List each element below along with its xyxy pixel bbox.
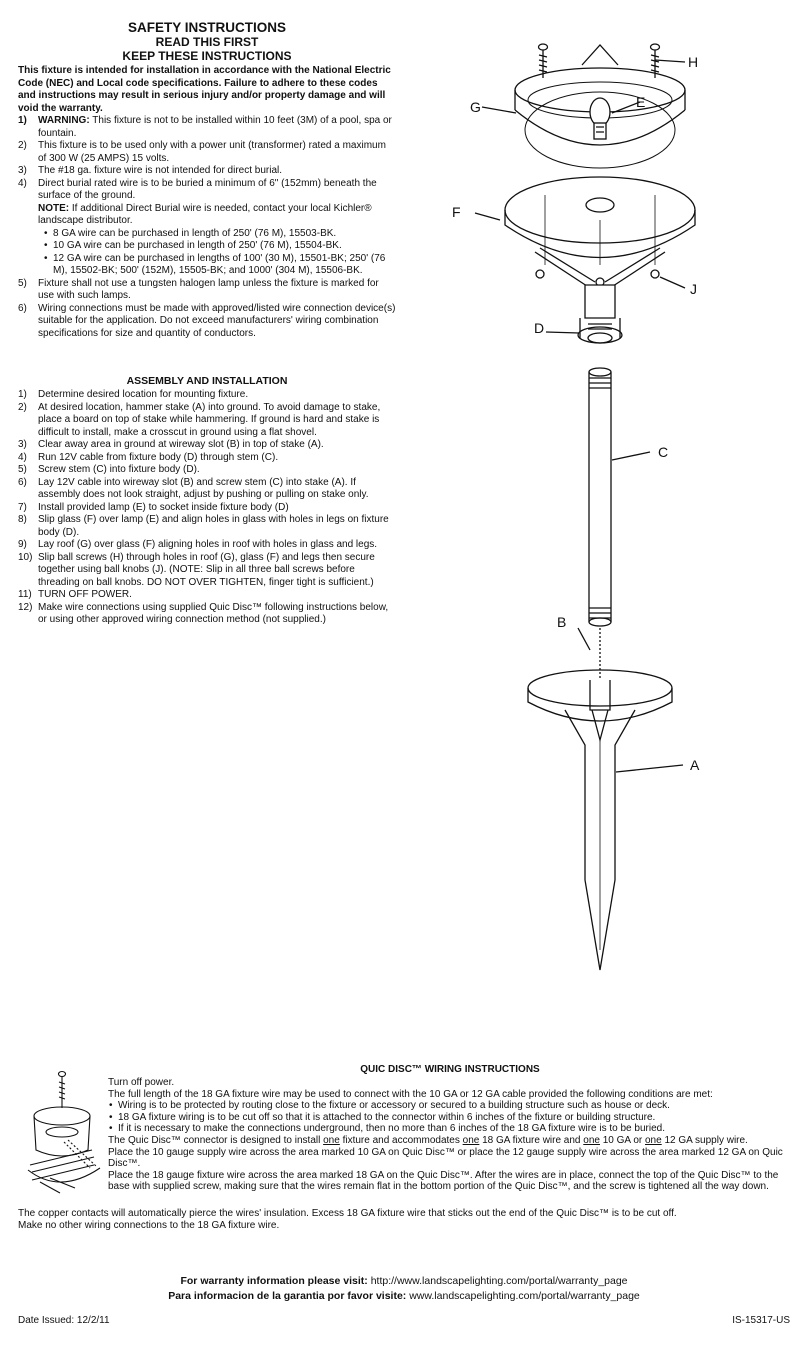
safety-title: SAFETY INSTRUCTIONS [127,20,286,35]
label-b: B [557,614,567,630]
step-text: Lay roof (G) over glass (F) aligning holes in roof with holes in glass and legs. [38,539,378,550]
label-j: J [690,281,697,297]
quic-line: Turn off power. [108,1077,175,1088]
item-text: This fixture is to be used only with a power unit (transformer) rated a maximum of 300 W (25 AMPS) 15 volts. [38,140,386,164]
underline-one: one [323,1134,340,1146]
warranty-link[interactable]: http://www.landscapelighting.com/portal/warranty_page [370,1275,628,1287]
step-text: Install provided lamp (E) to socket inside fixture body (D) [38,501,289,513]
step-number: 9) [18,539,27,550]
step-text: Make wire connections using supplied Quic Disc™ following instructions below, or using other approved wiring connection method (not supplied.) [38,601,389,625]
warranty-label-es: Para informacion de la garantia por favor visite: [168,1290,407,1302]
label-d: D [534,320,545,336]
item-number: 2) [18,140,27,152]
assembly-title: ASSEMBLY AND INSTALLATION [126,375,288,387]
list-item: • 12 GA wire can be purchased in lengths of 100' (30 M), 15501-BK; 250' (76 M), 15502-BK; 500' (152M), 15505-BK; and 1000' (304 M), 15506-BK. [44,253,396,278]
step-text: Determine desired location for mounting fixture. [38,389,249,400]
step-text: Slip ball screws (H) through holes in roof (G), glass (F) and legs then secure together using ball knobs (J). (NOTE: Slip in all three ball screws before threading on ball knobs. DO NOT OVER TIGHTEN, finger tight is sufficient.) [38,551,375,588]
assembly-step [18,589,396,602]
warning-lead: WARNING: [38,115,90,127]
text-run: The Quic Disc™ connector is designed to install [108,1134,324,1146]
assembly-step [18,464,396,477]
quic-disc-notes [18,1208,798,1231]
wire-options-list [38,228,396,278]
step-number: 1) [18,389,27,400]
safety-list [18,115,396,340]
assembly-step [18,552,396,590]
note-lead: NOTE: [38,202,70,214]
label-a: A [690,757,700,773]
assembly-step [18,402,396,440]
warranty-english [60,1274,748,1289]
underline-one: one [583,1134,600,1146]
item-number: 1) [18,115,27,127]
item-text: Wiring connections must be made with approved/listed wire connection device(s) suitable for the application. Do not exceed manufacturers' wiring combination specifications for size and quantity of conductors. [38,302,396,339]
step-number: 4) [18,451,27,463]
step-text: Run 12V cable from fixture body (D) through stem (C). [38,451,279,463]
document-number: IS-15317-US [732,1315,790,1326]
step-text: Lay 12V cable into wireway slot (B) and screw stem (C) into stake (A). If assembly does not look straight, adjust by pushing or pulling on stake only. [38,476,369,500]
quic-line: The copper contacts will automatically pierce the wires' insulation. Excess 18 GA fixture wire that sticks out the end of the Quic Disc™ is to be cut off. [18,1208,677,1219]
quic-line: Place the 18 gauge fixture wire across the area marked 18 GA on the Quic Disc™. After the wires are in place, connect the top of the Quic Disc™ to the base with supplied screw, making sure that the wires remain flat in the bottom portion of the Quic Disc™, and the screw is tightened all the way down. [108,1169,779,1193]
stake [528,628,683,970]
quic-line: Make no other wiring connections to the 18 GA fixture wire. [18,1219,280,1231]
safety-instructions [18,20,396,340]
note-text: If additional Direct Burial wire is needed, contact your local Kichler® landscape distributor. [38,202,372,227]
step-number: 12) [18,601,33,613]
step-text: Screw stem (C) into fixture body (D). [38,464,200,475]
safety-item [18,165,396,178]
safety-item [18,178,396,278]
quic-line: The full length of the 18 GA fixture wire may be used to connect with the 10 GA or 12 GA cable provided the following conditions are met: [108,1088,713,1100]
step-text: Slip glass (F) over lamp (E) and align holes in glass with holes in legs on fixture body (D). [38,514,389,538]
quic-disc-instructions [108,1077,793,1193]
fixture-exploded-diagram [440,20,808,1010]
quic-line: Place the 10 gauge supply wire across the area marked 10 GA on Quic Disc™ or place the 12 gauge supply wire across the area marked 12 GA on Quic Disc™. [108,1146,783,1170]
item-number: 4) [18,177,27,189]
glass-disc [475,177,695,265]
item-number: 6) [18,302,27,314]
list-item: • Wiring is to be protected by routing close to the fixture or accessory or secured to a building structure such as house or deck. [108,1100,793,1112]
step-number: 8) [18,514,27,525]
text-run: 12 GA supply wire. [661,1134,748,1146]
stem [589,368,650,680]
text-run: fixture and accommodates [339,1134,463,1146]
step-number: 2) [18,401,27,413]
step-number: 7) [18,501,27,513]
assembly-step [18,389,396,402]
safety-item [18,278,396,303]
underline-one: one [645,1134,662,1146]
safety-subtitle-keep: KEEP THESE INSTRUCTIONS [122,49,292,63]
assembly-list [18,389,396,627]
assembly-step [18,514,396,539]
assembly-instructions [18,374,396,627]
quic-conditions-list [108,1100,793,1135]
text-run: 18 GA fixture wire and [479,1134,584,1146]
step-number: 10) [18,551,33,563]
item-text: Direct burial rated wire is to be buried a minimum of 6" (152mm) beneath the surface of the ground. [38,177,377,202]
safety-item [18,303,396,341]
step-number: 6) [18,476,27,488]
safety-subtitle-read-first: READ THIS FIRST [155,35,259,49]
step-text: At desired location, hammer stake (A) into ground. To avoid damage to stake, place a board on top of stake while hammering. If ground is hard and stake is difficult to install, make a crosscut in ground using a flat shovel. [38,401,381,438]
item-text: The #18 ga. fixture wire is not intended for direct burial. [38,165,283,177]
safety-item [18,115,396,140]
step-text: Clear away area in ground at wireway slot (B) in top of stake (A). [38,439,324,450]
list-item: • 8 GA wire can be purchased in length of 250' (76 M), 15503-BK. [44,228,396,241]
quic-disc-title: QUIC DISC™ WIRING INSTRUCTIONS [360,1064,540,1075]
label-g: G [470,99,481,115]
warranty-spanish [60,1289,748,1304]
assembly-step [18,602,396,627]
safety-item [18,140,396,165]
list-item: • 10 GA wire can be purchased in length of 250' (76 M), 15504-BK. [44,240,396,253]
date-issued: Date Issued: 12/2/11 [18,1315,110,1326]
label-f: F [452,204,461,220]
label-e: E [636,94,646,110]
quic-disc-connector-icon [20,1070,110,1205]
item-text: Fixture shall not use a tungsten halogen lamp unless the fixture is marked for use with such lamps. [38,277,379,302]
item-number: 3) [18,165,27,177]
fixture-body [535,248,685,343]
step-text: TURN OFF POWER. [38,589,132,600]
step-number: 11) [18,589,32,600]
underline-one: one [462,1134,480,1146]
quic-capacity-text [108,1135,793,1147]
assembly-step [18,439,396,452]
item-text: This fixture is not to be installed within 10 feet (3M) of a pool, spa or fountain. [38,115,392,139]
warranty-link-es[interactable]: www.landscapelighting.com/portal/warranty_page [409,1290,640,1302]
list-item: • If it is necessary to make the connections underground, then no more than 6 inches of the 18 GA fixture wire is to be buried. [108,1123,793,1135]
warranty-label: For warranty information please visit: [180,1275,368,1287]
label-h: H [688,54,699,70]
safety-note [38,203,396,228]
step-number: 5) [18,464,27,475]
label-c: C [658,444,669,460]
assembly-step [18,539,396,552]
safety-intro: This fixture is intended for installation in accordance with the National Electric Code (NEC) and Local code specifications. Failure to adhere to these codes and instructions may result in serious injury and/or property damage and will void the warranty. [18,65,391,114]
list-item: • 18 GA fixture wiring is to be cut off so that it is attached to the connector within 6 inches of the fixture or building structure. [108,1112,793,1124]
assembly-step [18,502,396,515]
lamp-bulb [590,98,640,139]
item-number: 5) [18,277,27,289]
step-number: 3) [18,439,27,450]
text-run: 10 GA or [599,1134,645,1146]
assembly-step [18,452,396,465]
assembly-step [18,477,396,502]
warranty-info [60,1274,748,1304]
